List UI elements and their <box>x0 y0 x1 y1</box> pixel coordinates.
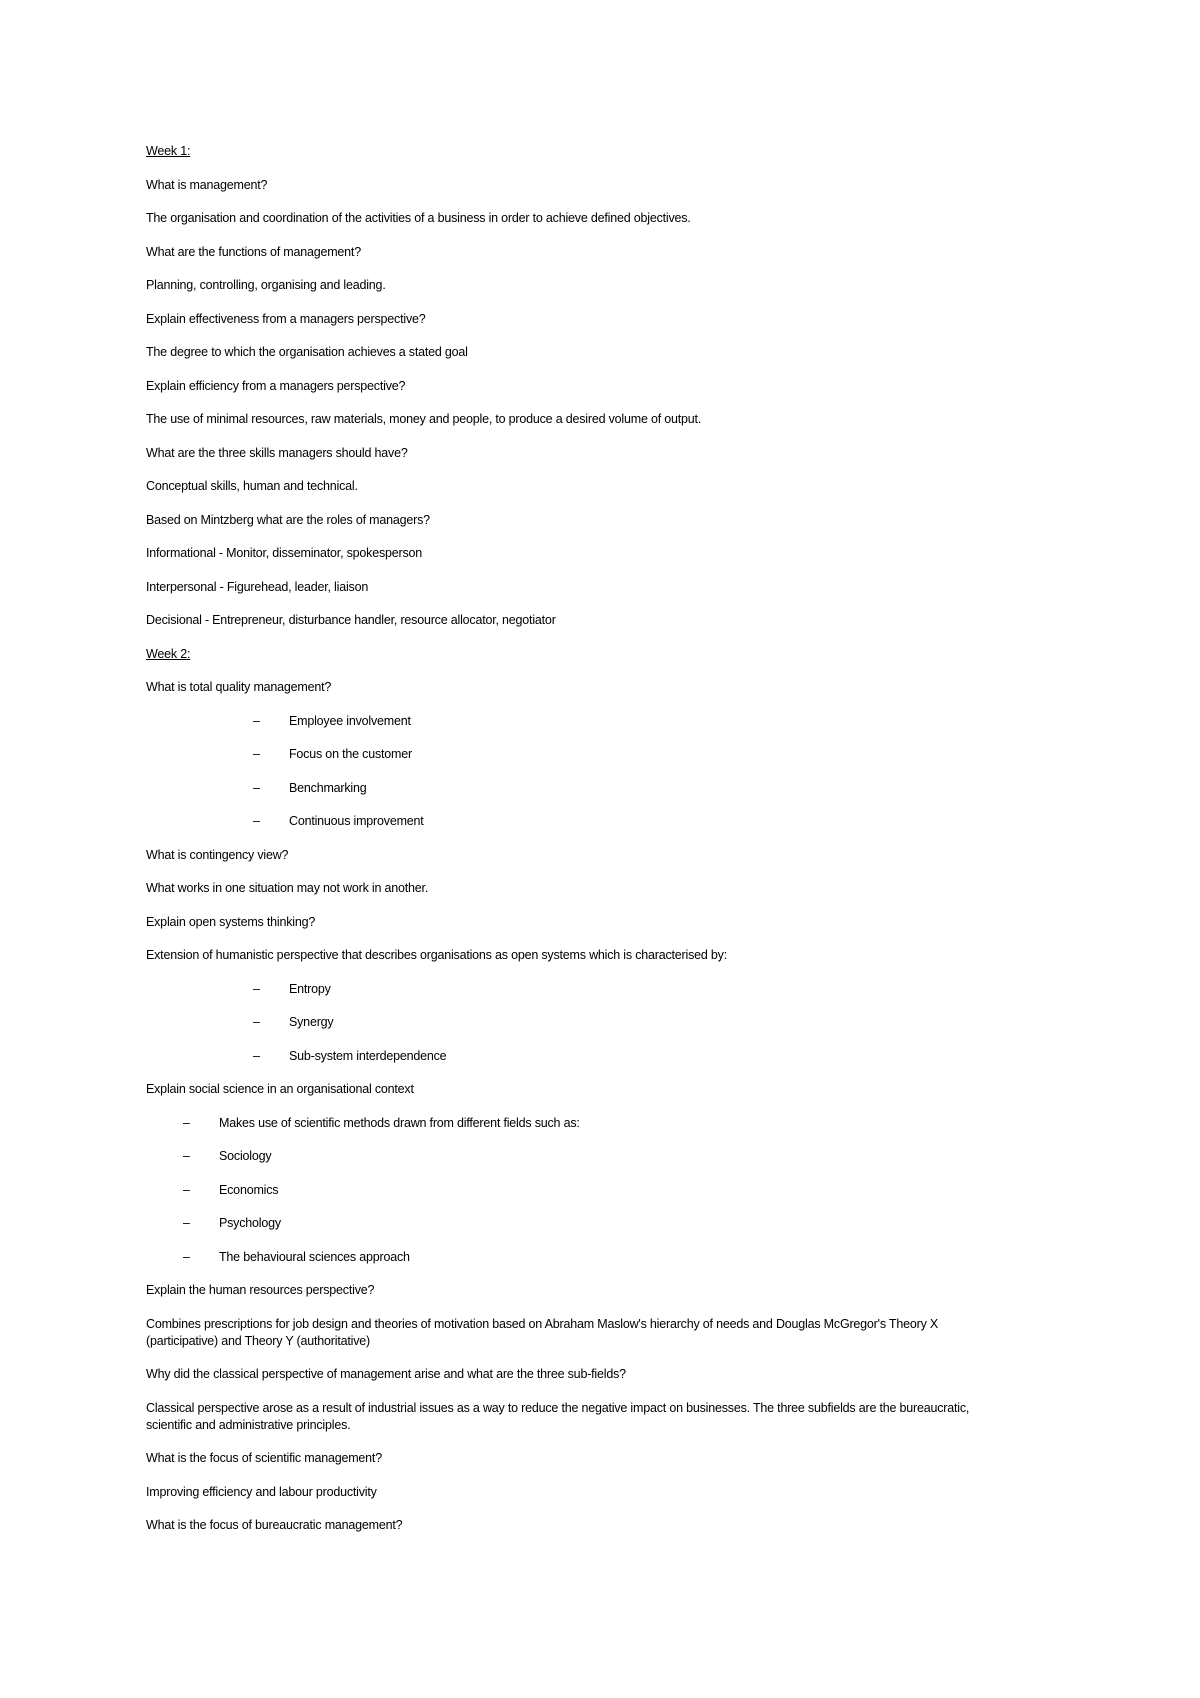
answer-effectiveness: The degree to which the organisation achieves a stated goal <box>146 345 468 359</box>
list-item-text: Continuous improvement <box>289 814 424 828</box>
list-item-text: Focus on the customer <box>289 747 412 761</box>
question-management: What is management? <box>146 177 268 192</box>
dash-bullet: – <box>253 780 260 795</box>
question-skills: What are the three skills managers should have? <box>146 445 408 460</box>
dash-bullet: – <box>183 1216 190 1230</box>
list-item-text: Benchmarking <box>289 780 367 795</box>
list-item <box>146 1215 1046 1232</box>
list-item <box>146 1014 1046 1031</box>
dash-bullet: – <box>253 814 260 828</box>
week-2-heading: Week 2: <box>146 646 191 661</box>
question-tqm: What is total quality management? <box>146 680 332 694</box>
list-item-text: The behavioural sciences approach <box>219 1249 410 1264</box>
list-item-text: Economics <box>219 1182 279 1197</box>
list-item <box>146 1048 1046 1065</box>
list-item <box>146 780 1046 797</box>
list-item <box>146 1249 1046 1266</box>
list-item <box>146 713 1046 730</box>
answer-classical-line-2: scientific and administrative principles. <box>146 1417 351 1432</box>
dash-bullet: – <box>183 1182 190 1197</box>
dash-bullet: – <box>253 981 260 996</box>
answer-classical-line-1: Classical perspective arose as a result of industrial issues as a way to reduce the negative impact on businesses. The three subfields are the bureaucratic, <box>146 1400 970 1415</box>
answer-management: The organisation and coordination of the activities of a business in order to achieve defined objectives. <box>146 211 691 225</box>
dash-bullet: – <box>253 713 260 728</box>
dash-bullet: – <box>183 1115 190 1130</box>
answer-roles-decisional: Decisional - Entrepreneur, disturbance handler, resource allocator, negotiator <box>146 613 556 627</box>
list-item <box>146 746 1046 763</box>
list-item-text: Employee involvement <box>289 713 411 728</box>
document-body <box>146 143 1046 1551</box>
week-1-heading: Week 1: <box>146 144 191 158</box>
answer-contingency: What works in one situation may not work in another. <box>146 881 429 895</box>
answer-functions: Planning, controlling, organising and leading. <box>146 278 386 292</box>
answer-efficiency: The use of minimal resources, raw materials, money and people, to produce a desired volume of output. <box>146 412 702 426</box>
question-human-resources: Explain the human resources perspective? <box>146 1283 375 1297</box>
list-item-text: Entropy <box>289 981 331 996</box>
question-functions: What are the functions of management? <box>146 244 361 259</box>
answer-roles-interpersonal: Interpersonal - Figurehead, leader, liaison <box>146 579 369 594</box>
question-contingency: What is contingency view? <box>146 847 289 862</box>
list-item-text: Sociology <box>219 1149 272 1163</box>
list-item <box>146 1148 1046 1165</box>
list-item <box>146 981 1046 998</box>
list-item-text: Psychology <box>219 1216 281 1230</box>
answer-skills: Conceptual skills, human and technical. <box>146 479 358 493</box>
answer-scientific: Improving efficiency and labour productivity <box>146 1484 377 1499</box>
dash-bullet: – <box>253 747 260 761</box>
list-item-text: Synergy <box>289 1015 334 1029</box>
question-efficiency: Explain efficiency from a managers perspective? <box>146 378 406 393</box>
question-effectiveness: Explain effectiveness from a managers perspective? <box>146 311 426 326</box>
dash-bullet: – <box>183 1149 190 1163</box>
question-open-systems: Explain open systems thinking? <box>146 914 316 929</box>
list-item <box>146 1115 1046 1132</box>
answer-human-resources-line-1: Combines prescriptions for job design and theories of motivation based on Abraham Maslow's hierarchy of needs and Douglas McGregor's Theory X <box>146 1316 939 1331</box>
dash-bullet: – <box>253 1048 260 1063</box>
answer-roles-informational: Informational - Monitor, disseminator, spokesperson <box>146 546 423 560</box>
question-bureaucratic: What is the focus of bureaucratic management? <box>146 1518 403 1532</box>
question-roles: Based on Mintzberg what are the roles of managers? <box>146 512 430 527</box>
question-scientific: What is the focus of scientific management? <box>146 1451 382 1465</box>
answer-human-resources-line-2: (participative) and Theory Y (authoritative) <box>146 1333 370 1348</box>
answer-human-resources <box>146 1316 1046 1350</box>
question-classical: Why did the classical perspective of management arise and what are the three sub-fields? <box>146 1367 626 1381</box>
list-item <box>146 1182 1046 1199</box>
answer-open-systems: Extension of humanistic perspective that describes organisations as open systems which is characterised by: <box>146 948 727 962</box>
list-item-text: Sub-system interdependence <box>289 1048 447 1063</box>
list-item <box>146 813 1046 830</box>
answer-classical <box>146 1400 1046 1434</box>
dash-bullet: – <box>183 1249 190 1264</box>
list-item-text: Makes use of scientific methods drawn from different fields such as: <box>219 1115 580 1130</box>
question-social-science: Explain social science in an organisational context <box>146 1082 414 1096</box>
dash-bullet: – <box>253 1015 260 1029</box>
